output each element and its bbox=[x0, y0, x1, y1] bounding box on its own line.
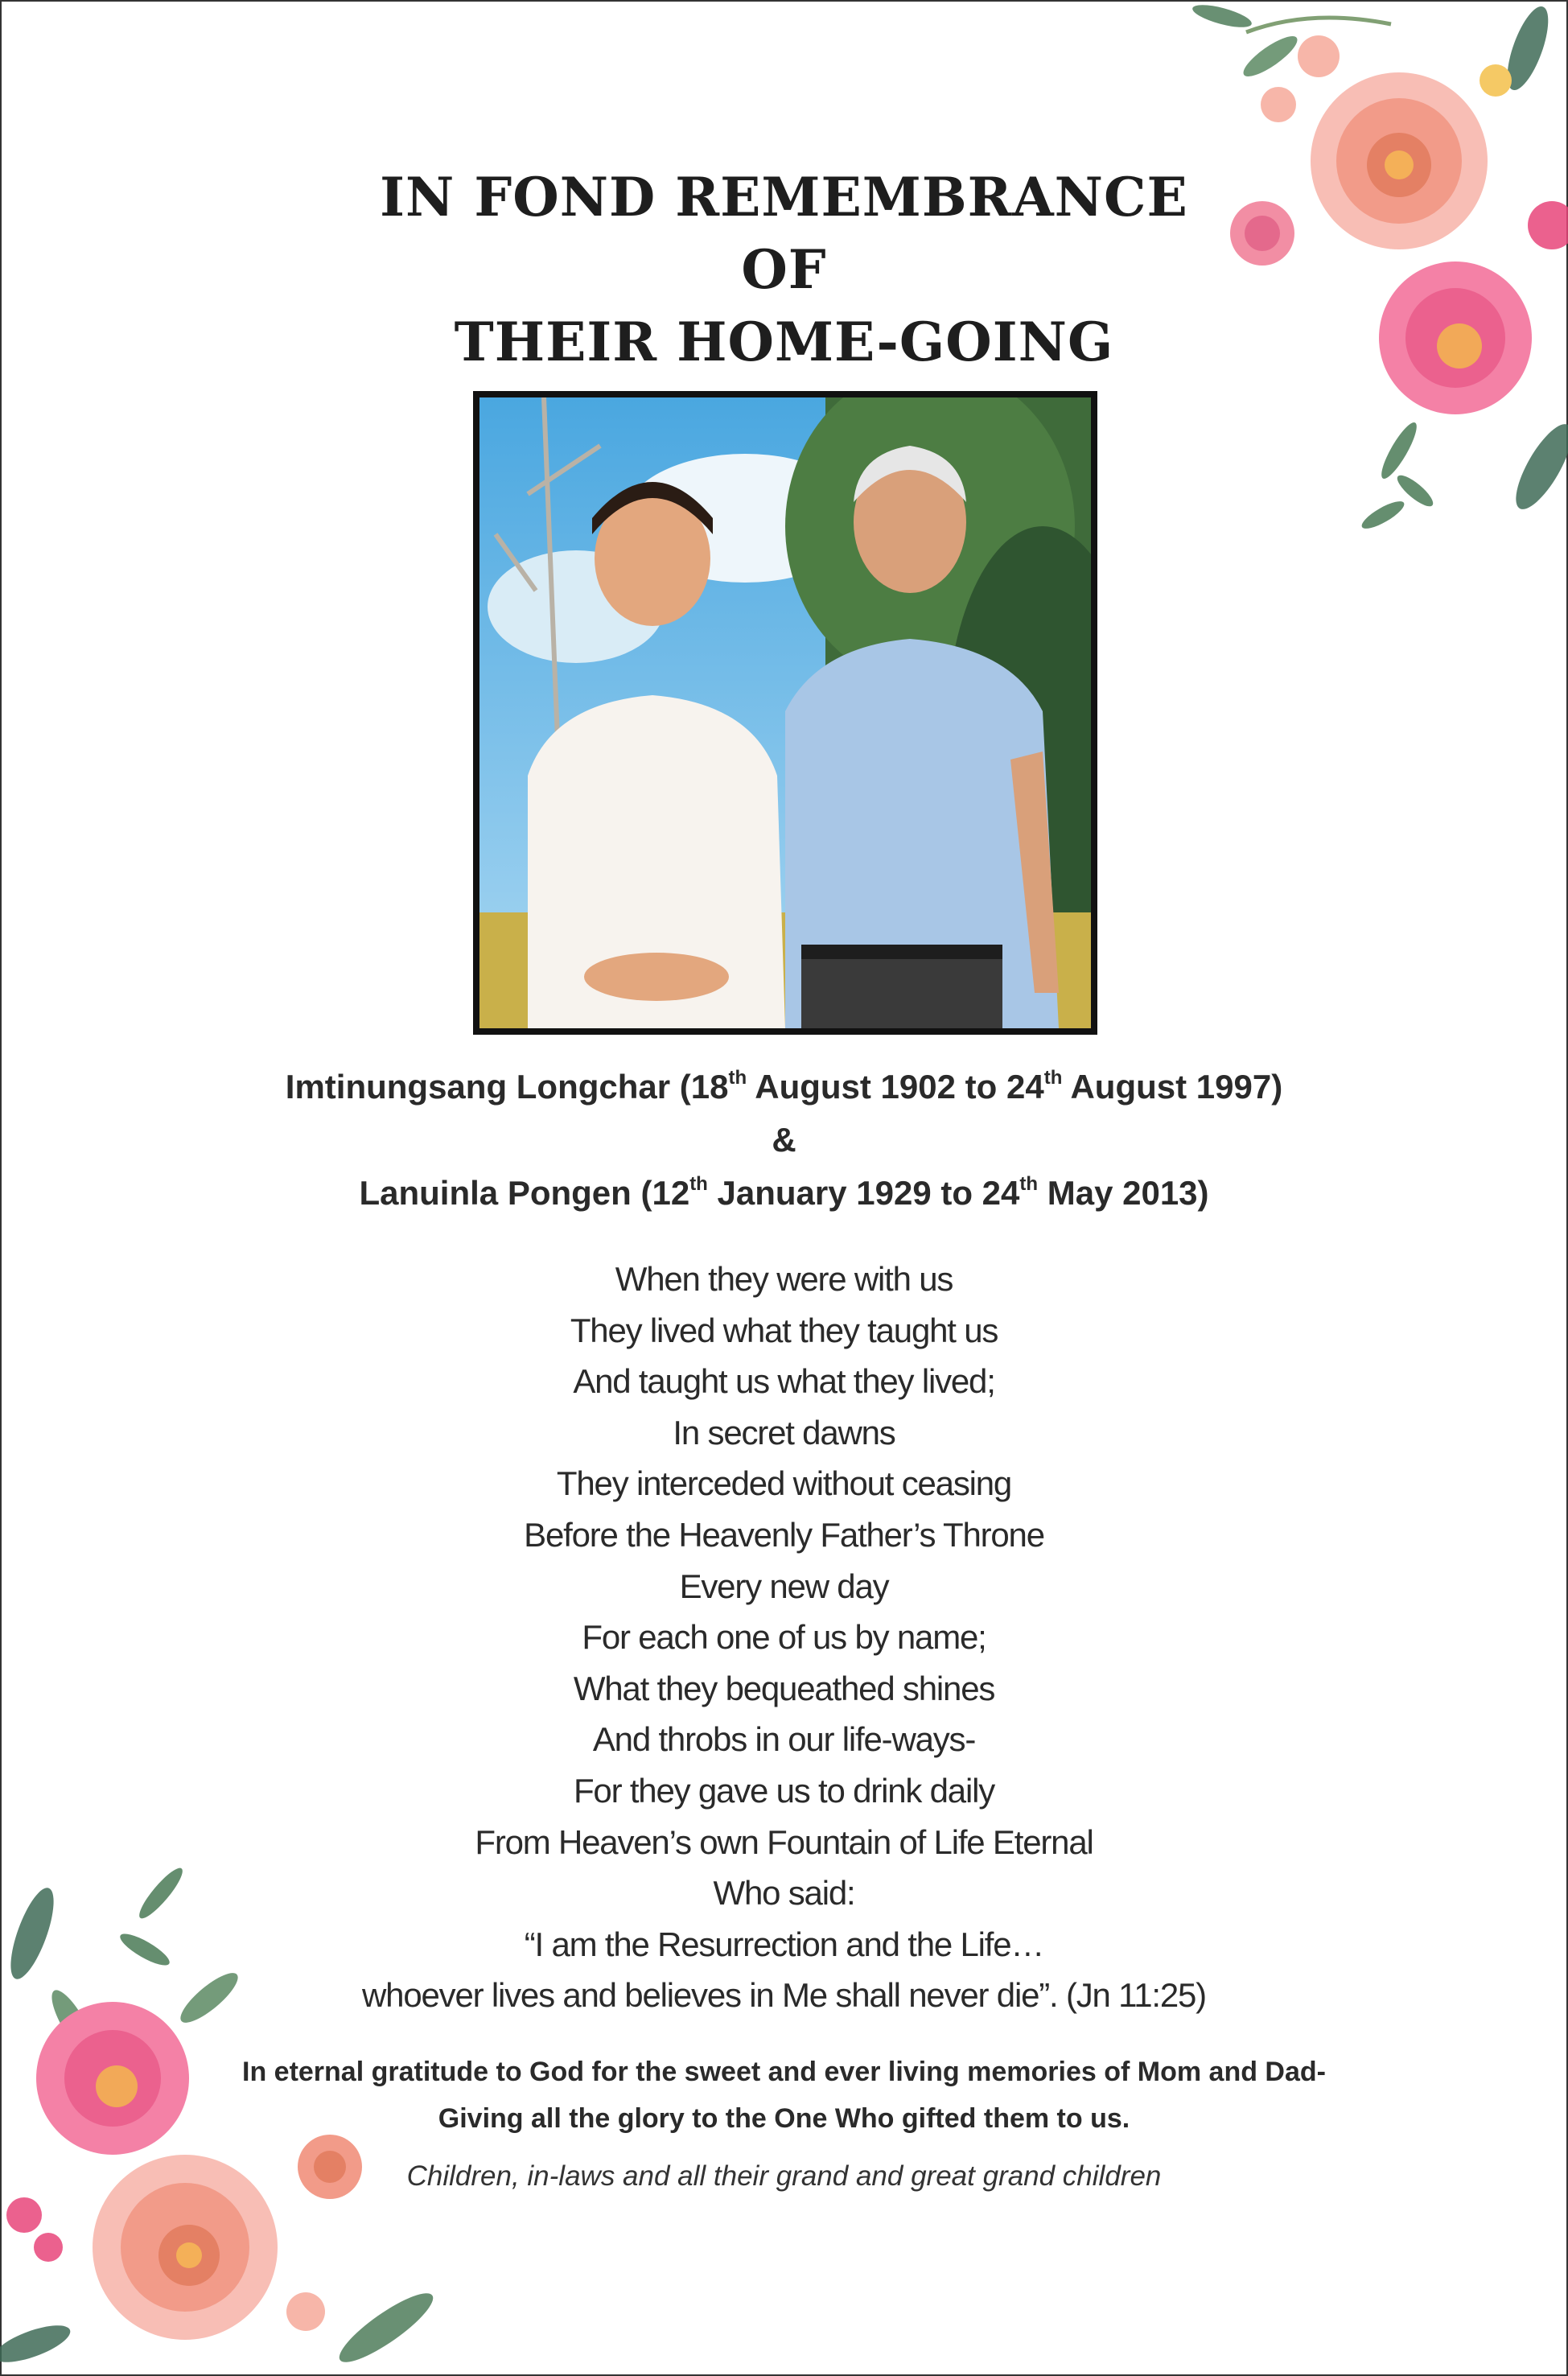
poem-line: whoever lives and believes in Me shall never die”. (Jn 11:25) bbox=[362, 1976, 1206, 2015]
names-block bbox=[0, 1060, 1568, 1220]
poem-line: They lived what they taught us bbox=[570, 1311, 998, 1349]
poem-line: From Heaven’s own Fountain of Life Eternal bbox=[475, 1822, 1093, 1861]
poem-line: In secret dawns bbox=[673, 1413, 895, 1452]
gratitude-line-2: Giving all the glory to the One Who gifted them to us. bbox=[438, 2103, 1130, 2134]
person-1-line: Imtinungsang Longchar (18th August 1902 to 24th August 1997) bbox=[285, 1067, 1283, 1106]
poem-line: Who said: bbox=[713, 1874, 855, 1913]
signoff: Children, in-laws and all their grand and great grand children bbox=[406, 2160, 1162, 2192]
poem-line: They interceded without ceasing bbox=[556, 1464, 1012, 1503]
gratitude-line-1: In eternal gratitude to God for the sweet and ever living memories of Mom and Dad- bbox=[242, 2057, 1326, 2087]
poem-line: “I am the Resurrection and the Life… bbox=[524, 1925, 1044, 1963]
poem bbox=[0, 1254, 1568, 2021]
person-2-line: Lanuinla Pongen (12th January 1929 to 24th May 2013) bbox=[359, 1173, 1209, 1212]
page-title bbox=[0, 161, 1568, 378]
title-line-3: THEIR HOME-GOING bbox=[454, 311, 1114, 373]
poem-line: And taught us what they lived; bbox=[573, 1362, 995, 1401]
poem-line: For each one of us by name; bbox=[582, 1618, 986, 1657]
ampersand: & bbox=[772, 1121, 796, 1159]
poem-line: For they gave us to drink daily bbox=[573, 1771, 995, 1810]
title-line-2: OF bbox=[741, 238, 827, 301]
poem-line: Before the Heavenly Father’s Throne bbox=[524, 1515, 1044, 1554]
poem-line: When they were with us bbox=[615, 1260, 953, 1298]
couple-photo bbox=[473, 391, 1097, 1035]
poem-line: What they bequeathed shines bbox=[573, 1669, 995, 1707]
gratitude-note bbox=[0, 2049, 1568, 2142]
title-line-1: IN FOND REMEMBRANCE bbox=[380, 166, 1188, 229]
poem-line: Every new day bbox=[679, 1567, 889, 1605]
poem-line: And throbs in our life-ways- bbox=[592, 1720, 976, 1759]
